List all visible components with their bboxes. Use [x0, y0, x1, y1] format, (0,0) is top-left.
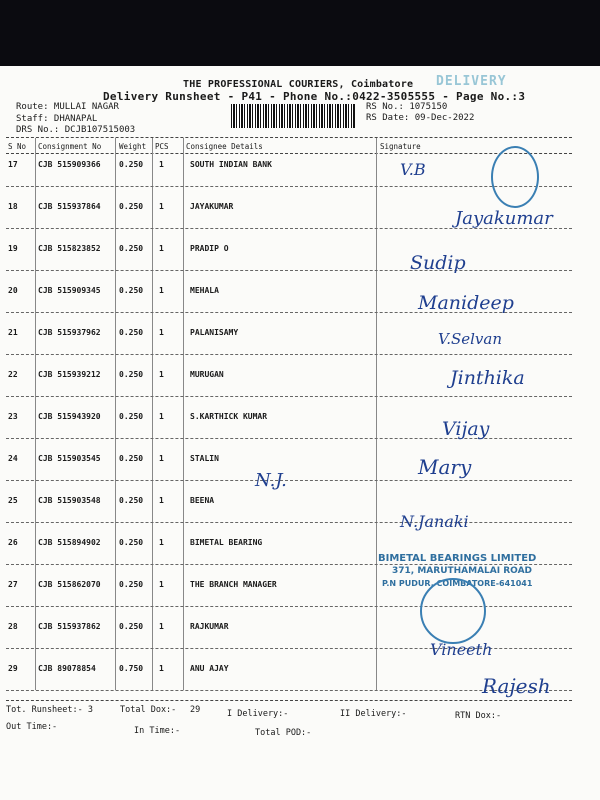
pcs: 1: [159, 664, 164, 673]
delivery-stamp: DELIVERY: [436, 74, 507, 89]
stamp-company-name: BIMETAL BEARINGS LIMITED: [378, 553, 537, 564]
rs-number: RS No.: 1075150: [366, 102, 448, 112]
pcs: 1: [159, 160, 164, 169]
stamp-address-2: P.N PUDUR, COIMBATORE-641041: [382, 579, 533, 588]
consignee-name: MEHALA: [190, 286, 219, 295]
serial-number: 17: [8, 160, 18, 169]
signature-23: Vijay: [442, 418, 490, 440]
row-divider: [6, 396, 572, 397]
pcs: 1: [159, 244, 164, 253]
i-delivery: I Delivery:-: [227, 709, 289, 719]
consignment-number: CJB 515937864: [38, 202, 101, 211]
col-rule: [35, 138, 36, 690]
stamp-seal: [420, 578, 486, 644]
rtn-dox: RTN Dox:-: [455, 711, 502, 721]
signature-22: Jinthika: [450, 367, 525, 389]
consignment-number: CJB 515939212: [38, 370, 101, 379]
weight: 0.250: [119, 622, 144, 631]
weight: 0.250: [119, 412, 144, 421]
footer-divider: [6, 700, 572, 701]
serial-number: 29: [8, 664, 18, 673]
in-time: In Time:-: [134, 726, 181, 736]
pcs: 1: [159, 622, 164, 631]
consignee-name: SOUTH INDIAN BANK: [190, 160, 272, 169]
consignee-name: THE BRANCH MANAGER: [190, 580, 277, 589]
col-sno: S No: [8, 142, 27, 151]
col-weight: Weight: [119, 142, 147, 151]
col-rule: [115, 138, 116, 690]
serial-number: 18: [8, 202, 18, 211]
serial-number: 25: [8, 496, 18, 505]
consignee-name: ANU AJAY: [190, 664, 229, 673]
col-rule: [376, 138, 377, 690]
signature-19: Sudip: [410, 252, 466, 274]
pcs: 1: [159, 286, 164, 295]
pcs: 1: [159, 328, 164, 337]
serial-number: 23: [8, 412, 18, 421]
signature-28: Vineeth: [430, 640, 493, 659]
weight: 0.250: [119, 538, 144, 547]
stamp-address-1: 371, MARUTHAMALAI ROAD: [392, 566, 533, 576]
consignee-name: PRADIP O: [190, 244, 229, 253]
weight: 0.250: [119, 370, 144, 379]
weight: 0.250: [119, 454, 144, 463]
col-consignee: Consignee Details: [186, 142, 263, 151]
row-divider: [6, 522, 572, 523]
consignment-number: CJB 515943920: [38, 412, 101, 421]
signature-29: Rajesh: [482, 674, 551, 698]
consignment-number: CJB 515894902: [38, 538, 101, 547]
total-pod: Total POD:-: [255, 728, 312, 738]
consignment-number: CJB 515909366: [38, 160, 101, 169]
serial-number: 19: [8, 244, 18, 253]
serial-number: 24: [8, 454, 18, 463]
serial-number: 20: [8, 286, 18, 295]
consignee-name: BEENA: [190, 496, 215, 505]
signature-24: Mary: [418, 455, 472, 479]
pcs: 1: [159, 454, 164, 463]
consignment-number: CJB 89078854: [38, 664, 96, 673]
header-divider: [6, 137, 572, 138]
pcs: 1: [159, 538, 164, 547]
consignment-number: CJB 515909345: [38, 286, 101, 295]
row-divider: [6, 270, 572, 271]
signature-26: N.Janaki: [400, 512, 469, 531]
serial-number: 26: [8, 538, 18, 547]
column-divider: [6, 153, 572, 154]
pcs: 1: [159, 202, 164, 211]
barcode: [231, 104, 355, 128]
weight: 0.250: [119, 496, 144, 505]
weight: 0.250: [119, 286, 144, 295]
consignment-number: CJB 515823852: [38, 244, 101, 253]
consignment-number: CJB 515903548: [38, 496, 101, 505]
serial-number: 22: [8, 370, 18, 379]
total-dox-label: Total Dox:-: [120, 705, 177, 715]
consignment-number: CJB 515937862: [38, 622, 101, 631]
pcs: 1: [159, 496, 164, 505]
consignee-name: MURUGAN: [190, 370, 224, 379]
consignee-name: BIMETAL BEARING: [190, 538, 263, 547]
signature-20: Manideep: [418, 292, 514, 314]
consignee-name: PALANISAMY: [190, 328, 239, 337]
row-divider: [6, 480, 572, 481]
weight: 0.250: [119, 202, 144, 211]
weight: 0.750: [119, 664, 144, 673]
weight: 0.250: [119, 580, 144, 589]
weight: 0.250: [119, 160, 144, 169]
pcs: 1: [159, 580, 164, 589]
out-time: Out Time:-: [6, 722, 58, 732]
signature-21: V.Selvan: [438, 330, 503, 348]
col-rule: [152, 138, 153, 690]
row-divider: [6, 186, 572, 187]
scan-top-dark-area: [0, 0, 600, 66]
row-divider: [6, 354, 572, 355]
serial-number: 21: [8, 328, 18, 337]
consignee-name: STALIN: [190, 454, 219, 463]
signature-17: V.B: [400, 160, 426, 179]
route: Route: MULLAI NAGAR: [16, 102, 119, 112]
note-24: N.J.: [255, 470, 287, 491]
pcs: 1: [159, 412, 164, 421]
pcs: 1: [159, 370, 164, 379]
staff: Staff: DHANAPAL: [16, 114, 98, 124]
bank-seal: [491, 146, 539, 208]
weight: 0.250: [119, 328, 144, 337]
row-divider: [6, 606, 572, 607]
consignment-number: CJB 515862070: [38, 580, 101, 589]
consignee-name: S.KARTHICK KUMAR: [190, 412, 268, 421]
serial-number: 28: [8, 622, 18, 631]
company-name: THE PROFESSIONAL COURIERS, Coimbatore: [183, 79, 414, 90]
col-consignment: Consignment No: [38, 142, 102, 151]
runsheet-title: Delivery Runsheet - P41 - Phone No.:0422-3505555 - Page No.:3: [103, 90, 526, 103]
consignee-name: JAYAKUMAR: [190, 202, 234, 211]
rs-date: RS Date: 09-Dec-2022: [366, 113, 475, 123]
total-dox-value: 29: [190, 705, 201, 715]
tot-runsheet: Tot. Runsheet:- 3: [6, 705, 93, 715]
ii-delivery: II Delivery:-: [340, 709, 407, 719]
col-pcs: PCS: [155, 142, 169, 151]
col-rule: [183, 138, 184, 690]
weight: 0.250: [119, 244, 144, 253]
consignee-name: RAJKUMAR: [190, 622, 229, 631]
drs-number: DRS No.: DCJB107515003: [16, 125, 136, 135]
consignment-number: CJB 515937962: [38, 328, 101, 337]
serial-number: 27: [8, 580, 18, 589]
signature-18: Jayakumar: [455, 208, 553, 229]
row-divider: [6, 564, 572, 565]
consignment-number: CJB 515903545: [38, 454, 101, 463]
col-signature: Signature: [380, 142, 421, 151]
